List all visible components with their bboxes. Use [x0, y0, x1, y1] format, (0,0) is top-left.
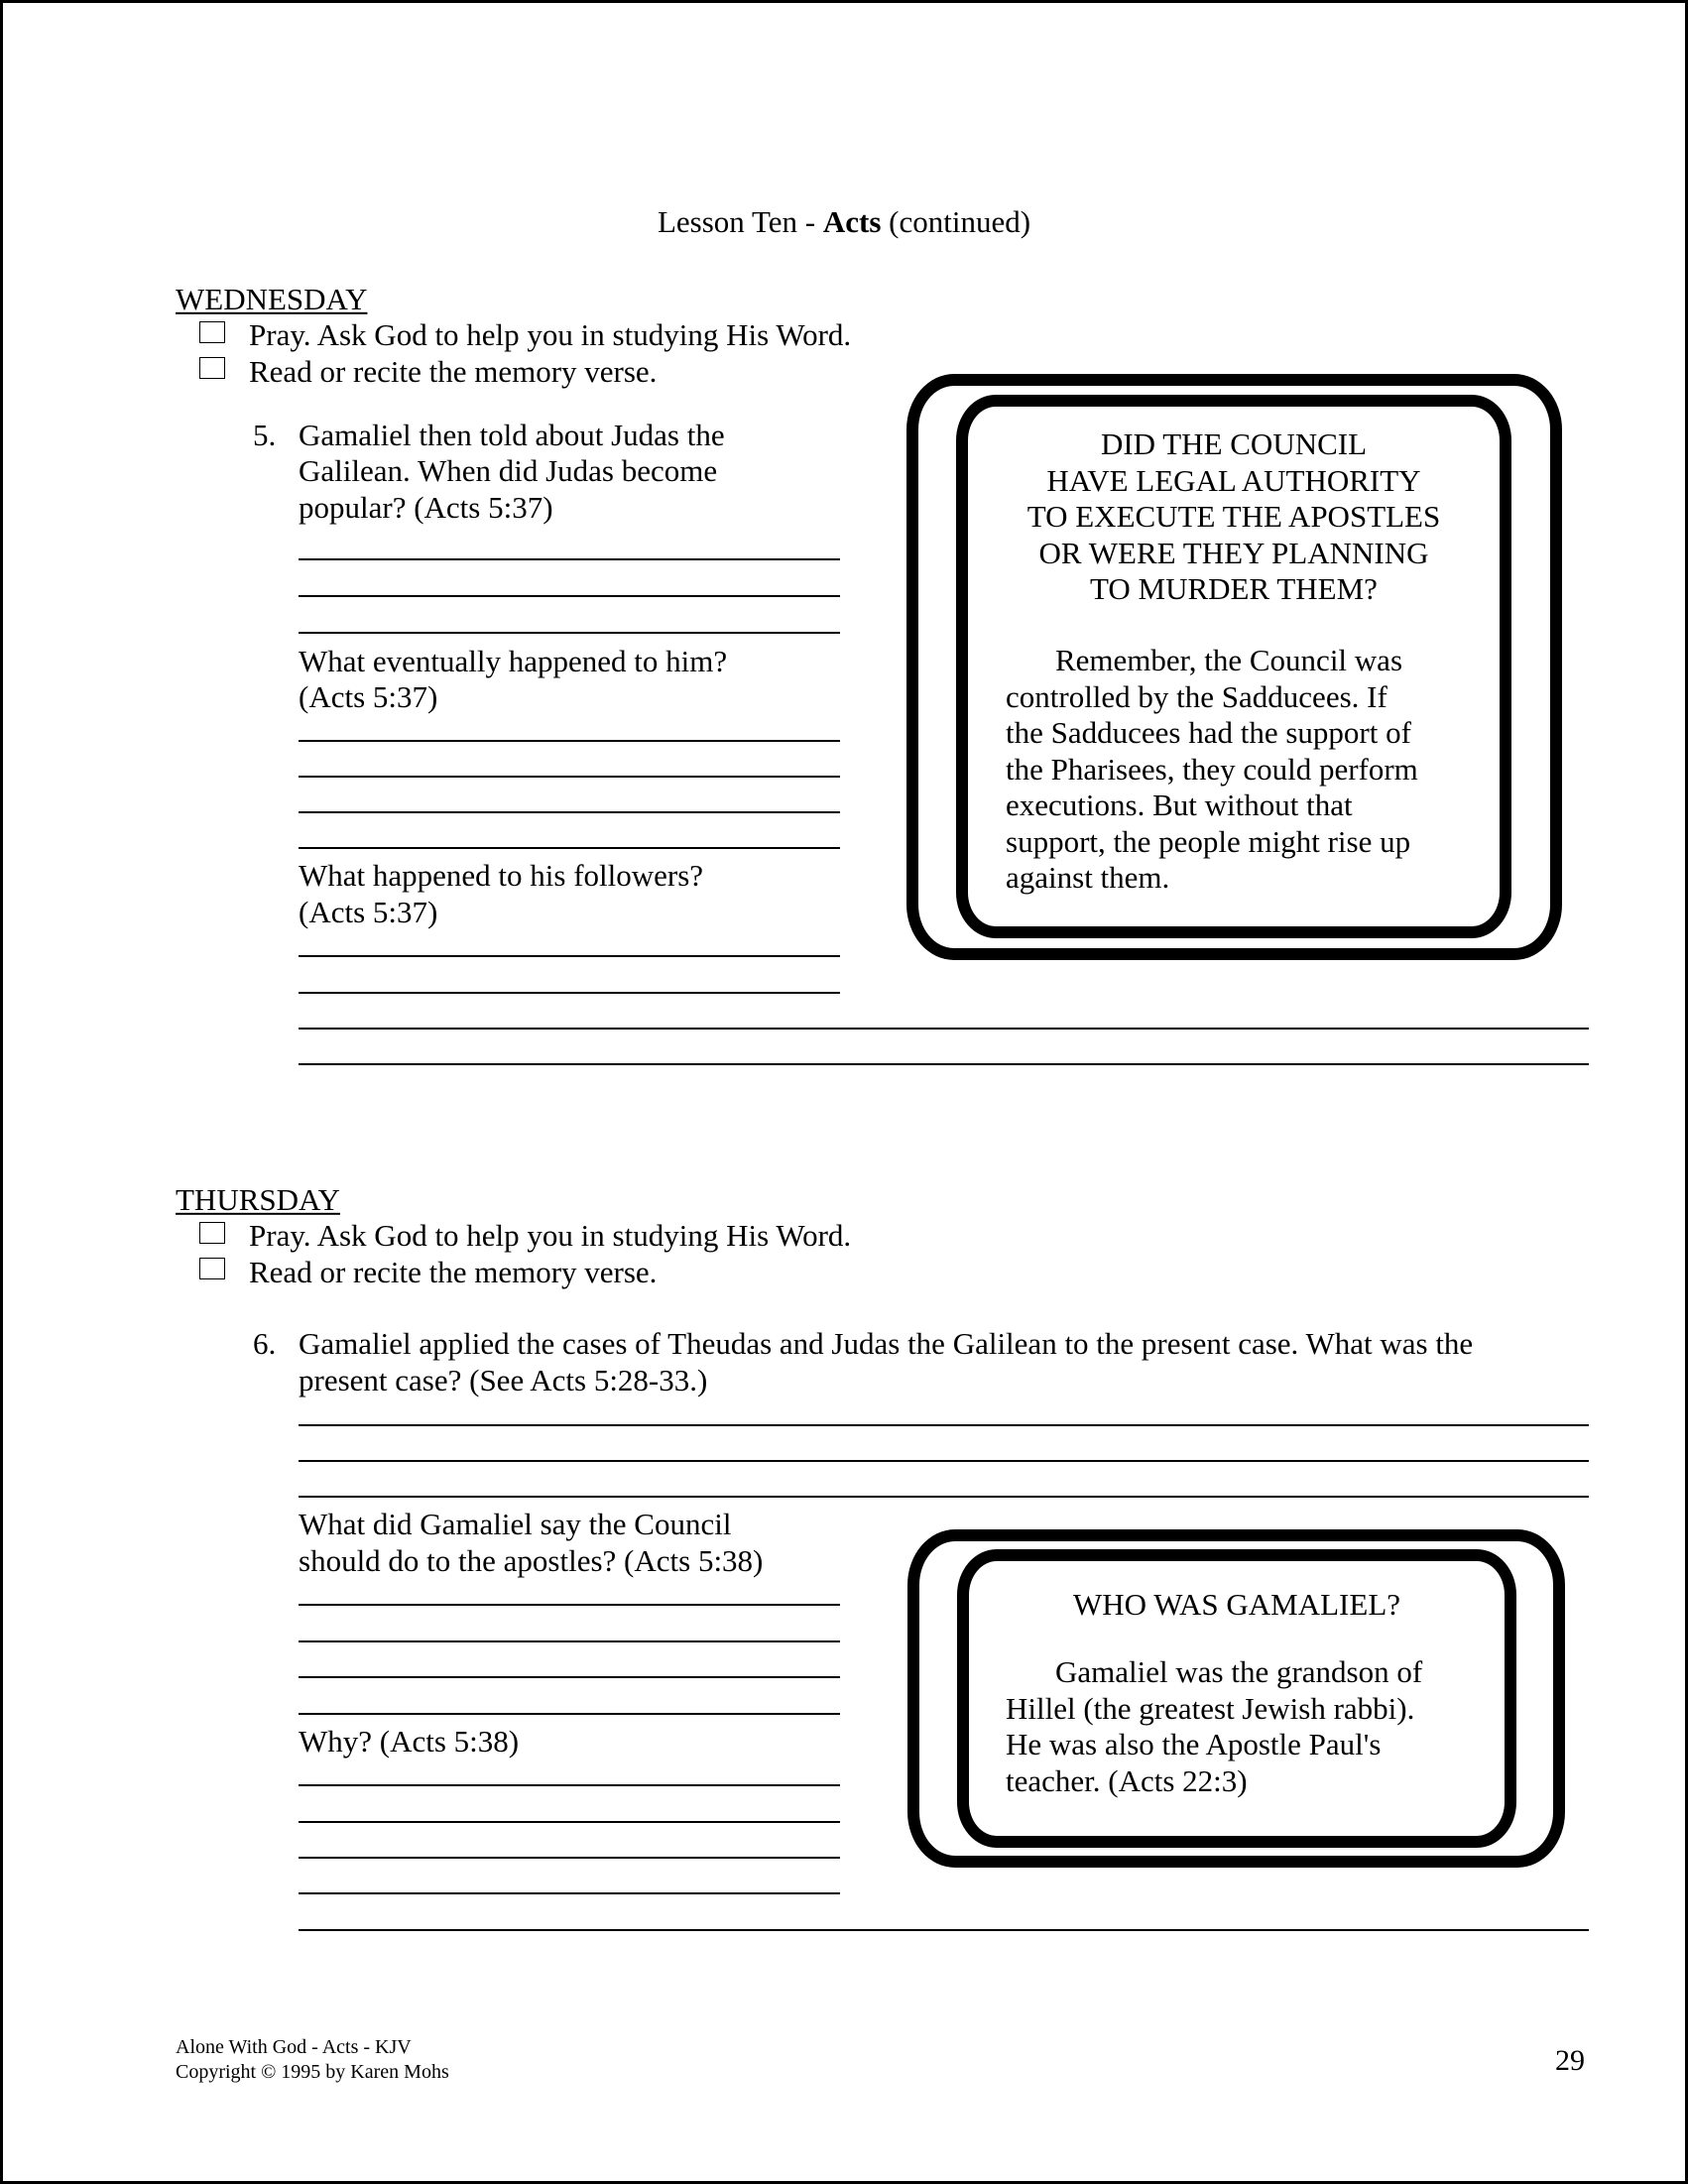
- checklist-item-memory-verse: Read or recite the memory verse.: [249, 353, 658, 389]
- answer-line[interactable]: [299, 1929, 1589, 1931]
- sidebar-heading-line: HAVE LEGAL AUTHORITY: [1046, 462, 1421, 498]
- answer-line[interactable]: [299, 1821, 840, 1823]
- sidebar-body-line: controlled by the Sadducees. If: [1006, 678, 1387, 714]
- checkbox-memory-verse-wednesday[interactable]: [199, 357, 225, 379]
- answer-line[interactable]: [299, 955, 840, 957]
- sidebar-heading-council: [968, 426, 1500, 608]
- title-book: Acts: [822, 204, 882, 239]
- answer-line[interactable]: [299, 1460, 1589, 1462]
- followup-question: (Acts 5:37): [299, 894, 438, 929]
- checkbox-pray-wednesday[interactable]: [199, 321, 225, 343]
- sidebar-heading-line: TO EXECUTE THE APOSTLES: [1026, 499, 1441, 534]
- answer-line[interactable]: [299, 776, 840, 778]
- sidebar-body-line: teacher. (Acts 22:3): [1006, 1762, 1248, 1798]
- footer-copyright: Copyright © 1995 by Karen Mohs: [176, 2061, 449, 2083]
- day-heading-wednesday: WEDNESDAY: [176, 281, 368, 316]
- sidebar-heading-line: OR WERE THEY PLANNING: [1038, 535, 1429, 570]
- followup-question: What eventually happened to him?: [299, 643, 728, 678]
- title-suffix: (continued): [881, 204, 1031, 239]
- followup-question: (Acts 5:37): [299, 678, 438, 714]
- sidebar-body-line: Remember, the Council was: [1055, 643, 1403, 677]
- sidebar-heading-line: WHO WAS GAMALIEL?: [1072, 1587, 1401, 1622]
- answer-line[interactable]: [299, 1028, 1589, 1030]
- page-number: 29: [1555, 2044, 1585, 2077]
- answer-line[interactable]: [299, 595, 840, 597]
- answer-line[interactable]: [299, 558, 840, 560]
- question-number: 5.: [253, 417, 277, 452]
- answer-line[interactable]: [299, 1676, 840, 1678]
- answer-line[interactable]: [299, 1640, 840, 1642]
- checkbox-memory-verse-thursday[interactable]: [199, 1258, 225, 1279]
- checklist-item-memory-verse: Read or recite the memory verse.: [249, 1254, 658, 1289]
- followup-question: Why? (Acts 5:38): [299, 1723, 520, 1759]
- sidebar-body-line: the Sadducees had the support of: [1006, 715, 1411, 750]
- answer-line[interactable]: [299, 1857, 840, 1859]
- followup-question: should do to the apostles? (Acts 5:38): [299, 1542, 764, 1578]
- answer-line[interactable]: [299, 1784, 840, 1786]
- followup-question: What happened to his followers?: [299, 857, 704, 893]
- answer-line[interactable]: [299, 1424, 1589, 1426]
- title-prefix: Lesson Ten -: [657, 204, 823, 239]
- sidebar-body-line: Hillel (the greatest Jewish rabbi).: [1006, 1690, 1415, 1726]
- answer-line[interactable]: [299, 1604, 840, 1606]
- sidebar-body-line: Gamaliel was the grandson of: [1055, 1654, 1423, 1689]
- answer-line[interactable]: [299, 1063, 1589, 1065]
- question-text: Gamaliel applied the cases of Theudas and Judas the Galilean to the present case. What was the: [299, 1325, 1474, 1361]
- answer-line[interactable]: [299, 1892, 840, 1894]
- answer-line[interactable]: [299, 992, 840, 994]
- sidebar-body-line: against them.: [1006, 860, 1170, 895]
- answer-line[interactable]: [299, 1496, 1589, 1498]
- question-text: Gamaliel then told about Judas the: [299, 417, 725, 452]
- sidebar-body-line: the Pharisees, they could perform: [1006, 751, 1418, 787]
- sidebar-body-council: [1006, 643, 1418, 897]
- sidebar-body-gamaliel: [1006, 1654, 1422, 1799]
- answer-line[interactable]: [299, 811, 840, 813]
- answer-line[interactable]: [299, 740, 840, 742]
- question-text: present case? (See Acts 5:28-33.): [299, 1362, 708, 1397]
- footer-book-title: Alone With God - Acts - KJV: [176, 2036, 412, 2058]
- followup-question: What did Gamaliel say the Council: [299, 1506, 732, 1541]
- sidebar-heading-gamaliel: [969, 1587, 1505, 1624]
- sidebar-heading-line: DID THE COUNCIL: [1100, 426, 1368, 461]
- answer-line[interactable]: [299, 632, 840, 634]
- day-heading-thursday: THURSDAY: [176, 1181, 340, 1217]
- sidebar-body-line: support, the people might rise up: [1006, 823, 1411, 859]
- lesson-title: [0, 206, 1688, 237]
- checklist-item-pray: Pray. Ask God to help you in studying His Word.: [249, 316, 852, 352]
- sidebar-body-line: He was also the Apostle Paul's: [1006, 1727, 1382, 1761]
- sidebar-heading-line: TO MURDER THEM?: [1090, 571, 1378, 606]
- checklist-item-pray: Pray. Ask God to help you in studying His Word.: [249, 1217, 852, 1253]
- answer-line[interactable]: [299, 1713, 840, 1715]
- question-number: 6.: [253, 1325, 277, 1361]
- footer: [176, 2035, 449, 2085]
- sidebar-body-line: executions. But without that: [1006, 788, 1353, 822]
- checkbox-pray-thursday[interactable]: [199, 1222, 225, 1244]
- answer-line[interactable]: [299, 847, 840, 849]
- question-text: Galilean. When did Judas become: [299, 452, 718, 488]
- question-text: popular? (Acts 5:37): [299, 489, 553, 525]
